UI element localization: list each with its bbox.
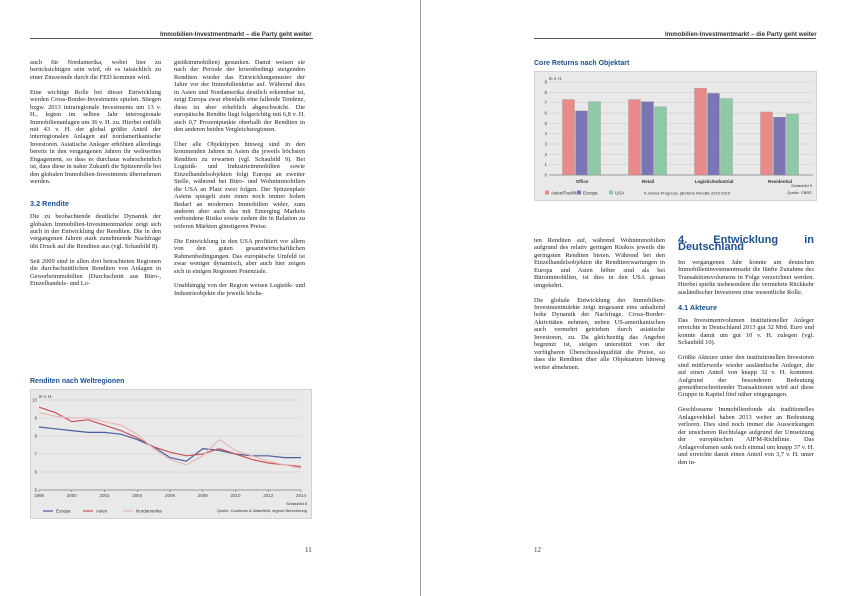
- y-tick-label: 9: [34, 415, 37, 421]
- y-tick-label: 7: [544, 100, 547, 106]
- legend-label: Asien: [96, 508, 108, 514]
- chart-caption: 5-Jahres-Prognose, jährliche Rendite 2015-2019: [643, 190, 731, 196]
- legend-label: Europa: [56, 508, 71, 514]
- bar-asienpazifik: [695, 88, 707, 175]
- y-tick-label: 10: [31, 397, 37, 403]
- bar-chart-svg: [535, 72, 818, 202]
- y-tick-label: 2: [544, 151, 547, 157]
- bar-asienpazifik: [563, 100, 575, 175]
- section-heading: 3.2 Rendite: [30, 198, 69, 208]
- paragraph: ten Renditen auf, während Wohnimmobilien aufgrund des relativ geringen Risikos jeweils die geringsten Renditen bieten. Während bei den Einzelhandelsobjekten die Renditeerwartungen in Europa und Asien höher sind als bei Büroimmobilien, ist dies in den USA genau umgekehrt.: [534, 237, 665, 289]
- legend-label: Nordamerika: [136, 508, 162, 514]
- bar-europa: [708, 93, 720, 175]
- bar-usa: [721, 99, 733, 175]
- category-label: Retail: [641, 179, 655, 184]
- y-tick-label: 8: [544, 89, 547, 95]
- bar-europa: [774, 117, 786, 175]
- chart-source: Quelle: CBRE: [787, 190, 812, 195]
- bar-chart: [534, 71, 817, 201]
- text-column-1: [30, 59, 161, 295]
- bar-usa: [589, 102, 601, 175]
- paragraph: Die globale Entwicklung der Immobilien-Investmentmärkte zeigt insgesamt eine anhaltend hohe Dynamik der Nachfrage. Cross-Border-Aktivitäten nehmen, neben US-amerikanischen auch vermehrt getrieben durch asiatische Investoren, zu. Da gleichzeitig das Angebot begrenzt ist, steigen unterstützt von der verfügbaren Überschussliquidität die Preise, so dass die Renditen über alle Objektarten hinweg weiter abnehmen.: [534, 296, 665, 371]
- page-number: 11: [305, 546, 312, 554]
- text-column-2: [678, 234, 814, 473]
- head-rule: [534, 38, 816, 39]
- bar-europa: [642, 102, 654, 175]
- paragraph: Im vergangenen Jahr konnte am deutschen Immobilieninvestmentmarkt die fünfte Zunahme des Transaktionsvolumens in Folge verzeichnet werden. Hierbei spielte insbesondere die vermehrte Rückkehr ausländischer Investoren eine wesentliche Rolle.: [678, 258, 814, 296]
- paragraph: Über alle Objekttypen hinweg sind in den kommenden Jahren in Asien die jeweils höchsten Renditen zu erwarten (vgl. Schaubild 9). Bei Logistik- und Industrieimmobilien sowie Einzelhandelsobjekten folgt Europa an zweiter Stelle, während bei Büro- und Wohnimmobilien die USA an Platz zwei folgen. Der Spitzenplatz Asiens spiegelt zum einen noch immer hohen Bedarf an modernen Immobilien wider, zum anderen aber auch das mit Emerging Markets verbundene Risiko sowie zudem die in Relation zu reiferen Märkten günstigeren Preise.: [174, 140, 305, 230]
- right-page: [422, 0, 843, 596]
- bar-usa: [655, 107, 667, 175]
- paragraph: Seit 2009 sind in allen drei betrachteten Regionen die durchschnittlichen Renditen von Anlagen in Gewerbeimmobilien (Durchschnitt aus Büro-, Einzelhandels- und Lo-: [30, 257, 161, 288]
- x-tick-label: 2010: [230, 493, 241, 498]
- chart-title: Core Returns nach Objektart: [534, 60, 630, 67]
- running-head: Immobilien-Investmentmarkt – die Party geht weiter: [160, 31, 312, 38]
- bar-usa: [787, 114, 799, 175]
- y-axis-label: in v. H.: [549, 76, 563, 81]
- y-tick-label: 0: [544, 172, 547, 178]
- x-tick-label: 1998: [33, 493, 45, 498]
- paragraph: Größte Akteure unter den institutionellen Investoren sind mittlerweile wieder ausländische Anleger, die auf einen Anteil von knapp 32 v. H. kommen. Aufgrund der besonderen Bedeutung grenzüberschreitender Transaktionen wird auf diese Gruppe in Kapitel fünf näher eingegangen.: [678, 354, 814, 399]
- head-rule: [30, 38, 313, 39]
- category-label: Logistic/Industrial: [694, 179, 734, 184]
- x-tick-label: 2008: [197, 493, 208, 498]
- x-tick-label: 2012: [263, 493, 274, 498]
- bar-asienpazifik: [761, 112, 773, 175]
- bar-asienpazifik: [629, 100, 641, 175]
- chart-source: Quelle: Cushman & Wakefield, eigene Berechnung: [216, 508, 307, 513]
- paragraph: gistikimmobilien) gesunken. Damit weisen sie nach der Periode der krisenbedingt steigenden Renditen wieder das Entwicklungsmuster der Jahre vor der Immobilienkrise auf. Während dies in Asien und Nordamerika deutlich erkennbar ist, zeigt Europa zwar ebenfalls eine fallende Tendenz, diese ist aber erheblich abgeschwächt. Die europäische Rendite liegt folgerichtig mit 6,8 v. H. auch 0,7 Prozentpunkte oberhalb der Renditen in den anderen beiden Vergleichsregionen.: [174, 59, 305, 134]
- line-chart: [30, 389, 312, 519]
- paragraph: Eine wichtige Rolle bei dieser Entwicklung werden Cross-Border-Investments spielen. Stiegen bzgw. 2013 intraregionale Investments um 13 v. H., legten im selben Jahr interregionale Immobilienanlagen um 36 v. H. zu. Hierbei entfällt mit 43 v. H. der global größte Anteil der interregionalen Anlagen auf nordamerikanische Investoren. Asiatische Anleger erhöhten allerdings bereits in den vergangenen Jahren ihr weltweites Engagement, so dass es durchaus wahrscheinlich ist, dass diese in naher Zukunft die Spitzenrolle bei den globalen Immobilien-Investments übernehmen werden.: [30, 88, 161, 186]
- y-tick-label: 8: [34, 433, 37, 439]
- paragraph: Unabhängig von der Region weisen Logistik- und Industrieobjekte die jeweils höchs-: [174, 282, 305, 297]
- x-tick-label: 2004: [132, 493, 143, 498]
- text-column-1: [534, 237, 665, 378]
- paragraph: auch für Nordamerika, wobei hier zu berücksichtigen sein wird, ob es tatsächlich zu einer Zinswende durch die FED kommen wird.: [30, 59, 161, 81]
- schaubild-note: Schaubild 8: [286, 501, 307, 506]
- y-tick-label: 5: [544, 120, 547, 126]
- chapter-heading: 4. Entwicklung in Deutschland: [678, 234, 814, 254]
- y-tick-label: 1: [544, 162, 547, 168]
- legend-label: Europa: [583, 190, 598, 196]
- y-tick-label: 3: [544, 141, 547, 147]
- chart-title: Renditen nach Weltregionen: [30, 378, 125, 385]
- text-column-2: [174, 59, 305, 305]
- x-tick-label: 2014: [295, 493, 307, 498]
- paragraph: Geschlossene Immobilienfonds als traditionelles Anlagevehikel haben 2013 weiter an Bedeutung verloren. Dies sind noch immer die Auswirkungen der unsicheren Rechtslage aufgrund der Umsetzung der europäischen AIFM-Richtlinie. Das Anlagevolumen sank noch einmal um knapp 37 v. H. und erreichte damit einen Anteil von 3,7 v. H. unter den in-: [678, 406, 814, 466]
- y-tick-label: 9: [544, 79, 547, 85]
- x-tick-label: 2000: [66, 493, 77, 498]
- paragraph: Das Investmentvolumen institutioneller Anleger erreichte in Deutschland 2013 gut 32 Mrd. Euro und konnte damit um gut 10 v. H. zulegen (vgl. Schaubild 10).: [678, 317, 814, 347]
- legend-label: USA: [615, 190, 625, 196]
- x-tick-label: 2006: [164, 493, 176, 498]
- line-chart-svg: [31, 390, 313, 520]
- y-tick-label: 4: [544, 131, 547, 137]
- legend-swatch: [545, 191, 549, 195]
- running-head: Immobilien-Investmentmarkt – die Party geht weiter: [665, 31, 817, 38]
- y-tick-label: 6: [34, 469, 37, 475]
- category-label: Residential: [767, 179, 793, 184]
- y-axis-label: in v. H.: [39, 394, 53, 399]
- series-line-europa: [39, 427, 301, 461]
- paragraph: Die Entwicklung in den USA profitiert vor allem von den guten gesamtwirtschaftlichen Rahmenbedingungen. Das europäische Umfeld ist zwar weniger dynamisch, aber auch hier zeigen sich in einigen Regionen Potenziale.: [174, 237, 305, 275]
- y-tick-label: 7: [34, 451, 37, 457]
- schaubild-note: Schaubild 9: [791, 183, 812, 188]
- left-page: [0, 0, 421, 596]
- subsection-heading: 4.1 Akteure: [678, 302, 718, 312]
- x-tick-label: 2002: [99, 493, 110, 498]
- y-tick-label: 5: [34, 487, 37, 493]
- legend-swatch: [609, 191, 613, 195]
- legend-label: Asien/Pazifik: [551, 190, 577, 196]
- bar-europa: [576, 111, 588, 175]
- page-number: 12: [534, 546, 541, 554]
- paragraph: Die zu beobachtende deutliche Dynamik der globalen Immobilien-Investmentmärkte zeigt sich auch in der Entwicklung der Renditen. Die in den vergangenen Jahren stark zunehmende Nachfrage übt Druck auf die Renditen aus (vgl. Schaubild 8).: [30, 213, 161, 250]
- category-label: Office: [575, 179, 589, 184]
- legend-swatch: [577, 191, 581, 195]
- y-tick-label: 6: [544, 110, 547, 116]
